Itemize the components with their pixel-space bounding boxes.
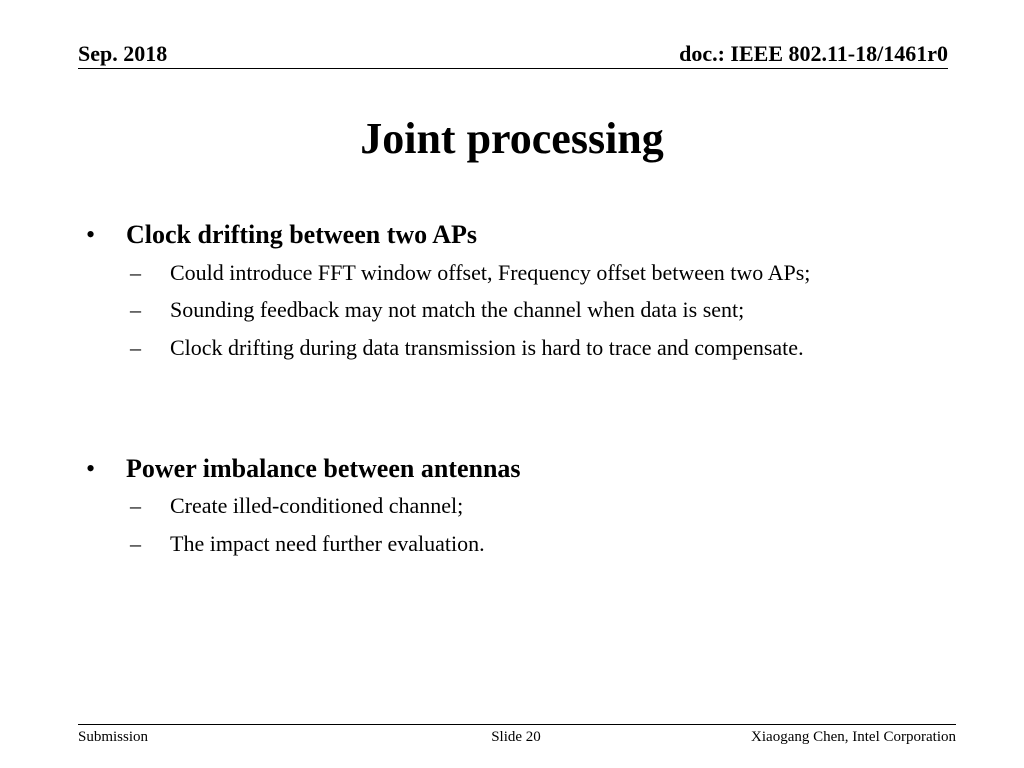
sub-bullet-text: Sounding feedback may not match the channel when data is sent; bbox=[170, 297, 745, 322]
sub-bullet-marker: – bbox=[130, 335, 141, 360]
bullet-text: Clock drifting between two APs bbox=[126, 220, 477, 249]
footer-submission: Submission bbox=[78, 729, 149, 745]
sub-bullet-marker: – bbox=[130, 297, 141, 322]
sub-bullet-marker: – bbox=[130, 260, 141, 285]
header-document-id: doc.: IEEE 802.11-18/1461r0 bbox=[679, 41, 948, 66]
bullet-text: Power imbalance between antennas bbox=[126, 454, 521, 483]
footer-slide-number: Slide 20 bbox=[491, 729, 541, 745]
sub-bullet-text: Could introduce FFT window offset, Frequency offset between two APs; bbox=[170, 260, 811, 285]
sub-bullet-text: Clock drifting during data transmission is hard to trace and compensate. bbox=[170, 335, 804, 360]
footer-author: Xiaogang Chen, Intel Corporation bbox=[751, 729, 956, 745]
header-date: Sep. 2018 bbox=[78, 41, 168, 66]
sub-bullet-marker: – bbox=[130, 531, 141, 556]
bullet-marker: • bbox=[86, 220, 96, 249]
sub-bullet-text: The impact need further evaluation. bbox=[170, 531, 485, 556]
bullet-marker: • bbox=[86, 454, 96, 483]
slide-title: Joint processing bbox=[360, 114, 664, 163]
sub-bullet-text: Create illed-conditioned channel; bbox=[170, 493, 464, 518]
header-divider bbox=[78, 68, 948, 69]
sub-bullet-marker: – bbox=[130, 493, 141, 518]
footer-divider bbox=[78, 724, 956, 725]
